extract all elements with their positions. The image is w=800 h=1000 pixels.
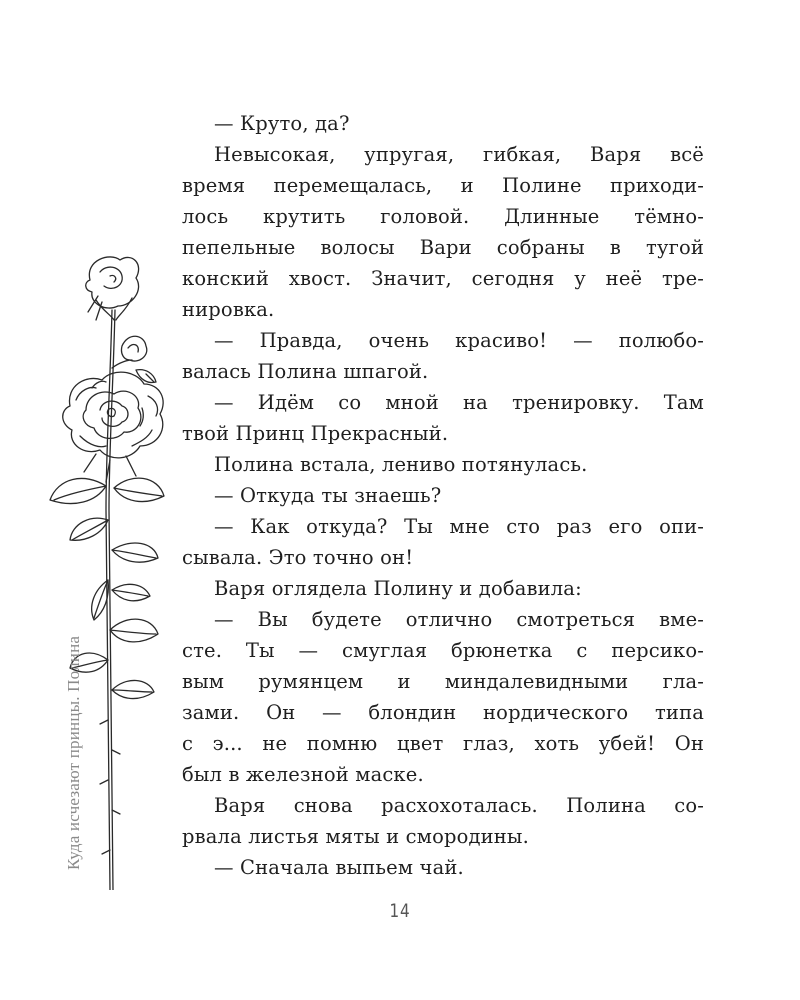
body-text [182,108,704,883]
text-line: с э... не помню цвет глаз, хоть убей! Он [182,732,704,755]
text-line: — Как откуда? Ты мне сто раз его опи- [214,515,704,538]
text-line: твой Принц Прекрасный. [182,422,449,445]
paragraph [182,139,704,325]
paragraph [182,790,704,852]
paragraph [182,325,704,387]
text-line: валась Полина шпагой. [182,360,429,383]
page-number: 14 [389,900,411,922]
text-line: зами. Он — блондин нордического типа [182,701,704,724]
rose-bud-side [112,336,156,382]
rose-illustration [40,250,170,890]
text-line: нировка. [182,298,275,321]
text-line: лось крутить головой. Длинные тёмно- [182,205,704,228]
text-line: время перемещалась, и Полине приходи- [182,174,704,197]
text-line: — Круто, да? [214,112,350,135]
text-line: рвала листья мяты и смородины. [182,825,529,848]
text-line: — Правда, очень красиво! — полюбо- [214,329,704,352]
text-line: вым румянцем и миндалевидными гла- [182,670,704,693]
paragraph [182,480,704,511]
text-line: — Идём со мной на тренировку. Там [214,391,704,414]
text-line: — Откуда ты знаешь? [214,484,442,507]
paragraph [182,108,704,139]
text-line: Варя снова расхохоталась. Полина со- [214,794,704,817]
paragraph [182,511,704,573]
text-line: Полина встала, лениво потянулась. [214,453,588,476]
running-head-vertical: Куда исчезают принцы. Полина [64,635,83,870]
paragraph [182,604,704,790]
text-line: был в железной маске. [182,763,424,786]
text-line: — Сначала выпьем чай. [214,856,464,879]
paragraph [182,573,704,604]
paragraph [182,449,704,480]
text-line: сывала. Это точно он! [182,546,414,569]
text-line: конский хвост. Значит, сегодня у неё тре- [182,267,704,290]
paragraph [182,852,704,883]
text-line: Варя оглядела Полину и добавила: [214,577,582,600]
text-line: — Вы будете отлично смотреться вме- [214,608,704,631]
text-line: пепельные волосы Вари собраны в тугой [182,236,704,259]
text-line: Невысокая, упругая, гибкая, Варя всё [214,143,704,166]
paragraph [182,387,704,449]
text-line: сте. Ты — смуглая брюнетка с персико- [182,639,704,662]
